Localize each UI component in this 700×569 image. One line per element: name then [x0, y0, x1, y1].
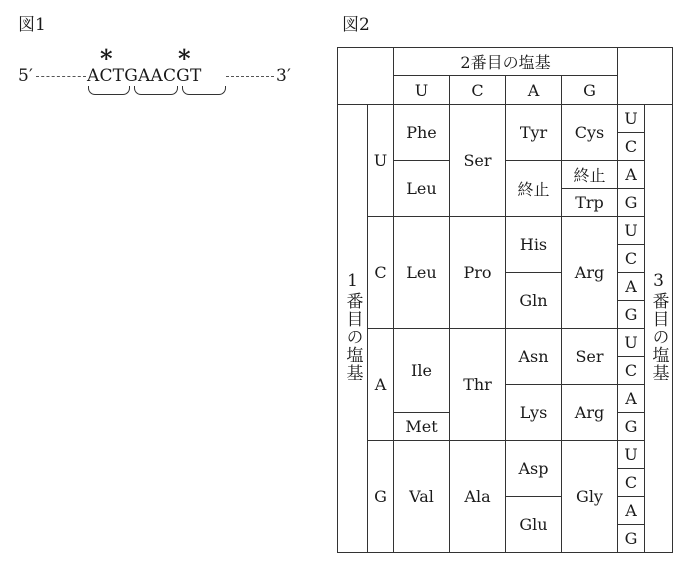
first-base-label-cell: [338, 105, 368, 553]
dna-sequence: ACTGAACGT: [87, 66, 202, 86]
codon-CC: Pro: [450, 217, 506, 329]
codon-AC: Thr: [450, 329, 506, 441]
first-base-A: A: [368, 329, 394, 441]
codon-CA-top: His: [506, 217, 562, 273]
codon-AA-bottom: Lys: [506, 385, 562, 441]
codon-brace-3: [182, 86, 226, 95]
third-base: C: [618, 133, 645, 161]
codon-UU-bottom: Leu: [394, 161, 450, 217]
third-base: U: [618, 329, 645, 357]
codon-AG-top: Ser: [562, 329, 618, 385]
codon-GU: Val: [394, 441, 450, 553]
first-base-C: C: [368, 217, 394, 329]
right-dotted-strand: [226, 76, 274, 77]
figure1-title: 図1: [18, 15, 46, 35]
codon-UG-top: Cys: [562, 105, 618, 161]
genetic-code-table: [337, 47, 673, 553]
five-prime-label: 5′: [18, 66, 34, 86]
codon-brace-1: [88, 86, 130, 95]
mutation-star-2: *: [178, 44, 191, 73]
third-base: U: [618, 105, 645, 133]
third-base: G: [618, 525, 645, 553]
codon-CG: Arg: [562, 217, 618, 329]
first-base-G: G: [368, 441, 394, 553]
third-base: A: [618, 273, 645, 301]
third-base-label-cell: [645, 105, 673, 553]
third-base-label: 3番目の塩基: [648, 271, 669, 382]
second-base-header: 2番目の塩基: [394, 48, 618, 76]
mutation-star-1: *: [100, 44, 113, 73]
codon-UA-bottom: 終止: [506, 161, 562, 217]
codon-AG-bottom: Arg: [562, 385, 618, 441]
second-base-G: G: [562, 76, 618, 105]
codon-GC: Ala: [450, 441, 506, 553]
first-base-label: 1番目の塩基: [342, 271, 363, 382]
corner-cell: [338, 48, 394, 105]
codon-GA-bottom: Glu: [506, 497, 562, 553]
second-base-C: C: [450, 76, 506, 105]
second-base-A: A: [506, 76, 562, 105]
third-base: C: [618, 245, 645, 273]
left-dotted-strand: [36, 76, 86, 77]
third-base: C: [618, 469, 645, 497]
codon-GA-top: Asp: [506, 441, 562, 497]
corner-cell-right: [618, 48, 673, 105]
three-prime-label: 3′: [276, 66, 292, 86]
third-base: U: [618, 217, 645, 245]
first-base-U: U: [368, 105, 394, 217]
codon-GG: Gly: [562, 441, 618, 553]
third-base: A: [618, 161, 645, 189]
codon-UA-top: Tyr: [506, 105, 562, 161]
codon-CA-bottom: Gln: [506, 273, 562, 329]
third-base: G: [618, 413, 645, 441]
third-base: G: [618, 301, 645, 329]
codon-UC: Ser: [450, 105, 506, 217]
codon-AA-top: Asn: [506, 329, 562, 385]
second-base-U: U: [394, 76, 450, 105]
third-base: C: [618, 357, 645, 385]
third-base: A: [618, 497, 645, 525]
codon-AUG: Met: [394, 413, 450, 441]
codon-brace-2: [134, 86, 178, 95]
codon-CU: Leu: [394, 217, 450, 329]
third-base: U: [618, 441, 645, 469]
codon-UU-top: Phe: [394, 105, 450, 161]
figure2-title: 図2: [342, 15, 370, 35]
codon-UGG: Trp: [562, 189, 618, 217]
third-base: G: [618, 189, 645, 217]
codon-AU-top: Ile: [394, 329, 450, 413]
third-base: A: [618, 385, 645, 413]
codon-UGA: 終止: [562, 161, 618, 189]
